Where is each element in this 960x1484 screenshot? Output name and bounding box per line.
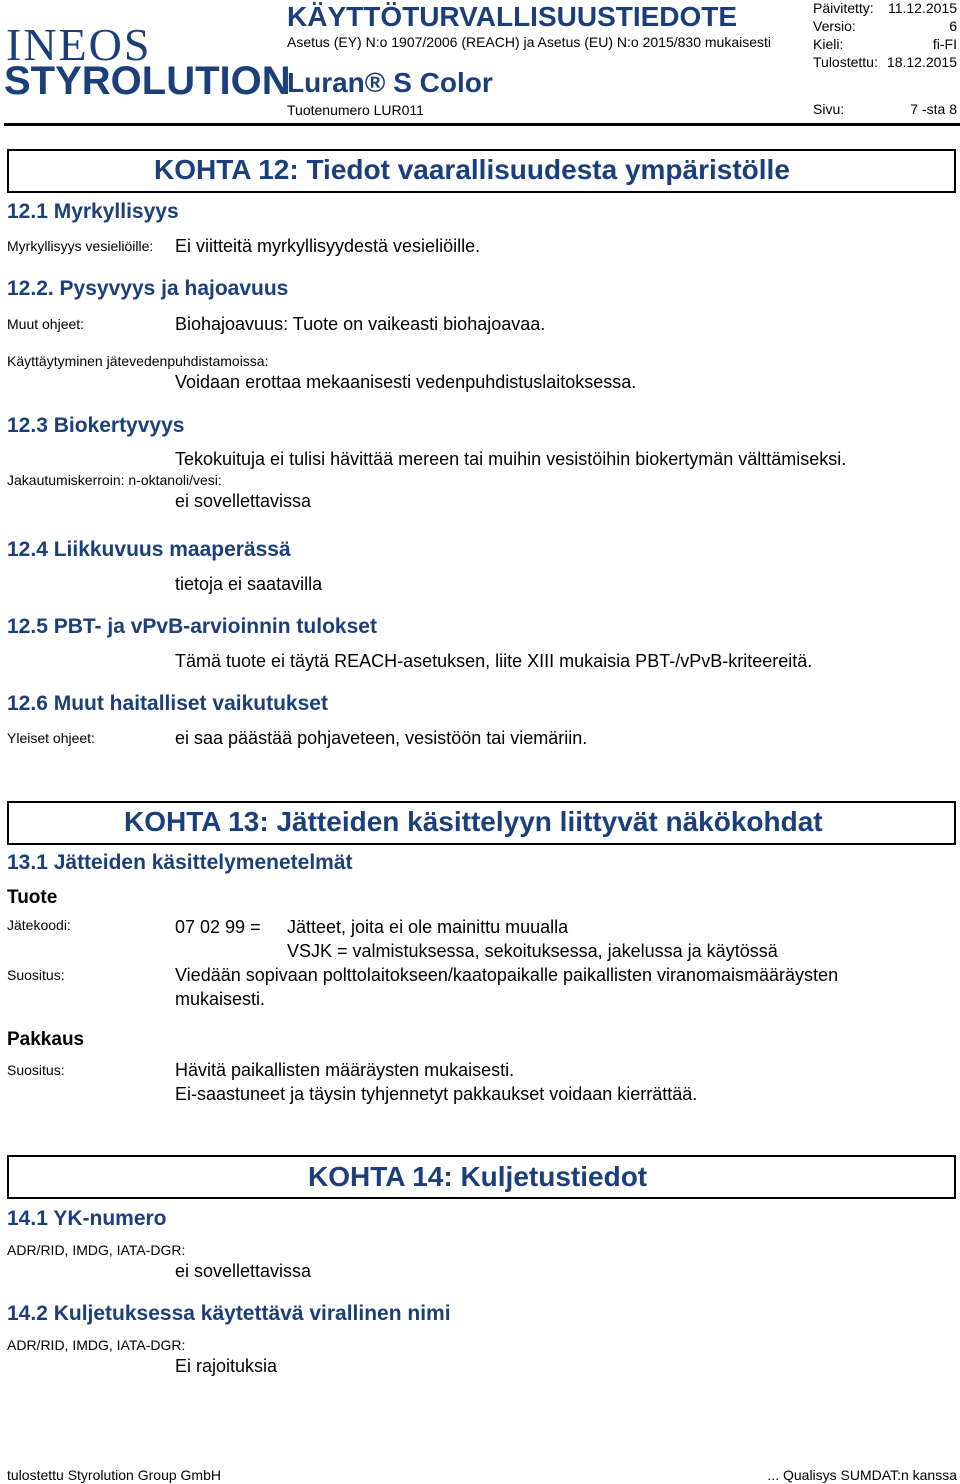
page-value: 7 -sta 8	[910, 101, 957, 117]
s12-2-heading: 12.2. Pysyvyys ja hajoavuus	[7, 277, 289, 300]
regulation-text: Asetus (EY) N:o 1907/2006 (REACH) ja Asetus (EU) N:o 2015/830 mukaisesti	[287, 34, 771, 50]
updated-value: 11.12.2015	[887, 0, 957, 16]
section-12-title: KOHTA 12: Tiedot vaarallisuudesta ympäristölle	[154, 154, 790, 185]
waste-code-label: Jätekoodi:	[7, 917, 71, 933]
page-label: Sivu:	[813, 101, 845, 117]
s12-3-label: Jakautumiskerroin: n-oktanoli/vesi:	[7, 472, 222, 488]
packaging-heading: Pakkaus	[7, 1029, 85, 1050]
s14-2-label: ADR/RID, IMDG, IATA-DGR:	[7, 1337, 186, 1353]
s14-1-value: ei sovellettavissa	[175, 1261, 312, 1281]
recommend-line1: Viedään sopivaan polttolaitokseen/kaatopaikalle paikallisten viranomaismääräysten	[175, 965, 839, 985]
s12-5-value: Tämä tuote ei täytä REACH-asetuksen, liite XIII mukaisia PBT-/vPvB-kriteereitä.	[175, 651, 813, 671]
s12-1-label: Myrkyllisyys vesieliöille:	[7, 238, 154, 254]
s14-2-value: Ei rajoituksia	[175, 1356, 278, 1376]
s12-3-value: Tekokuituja ei tulisi hävittää mereen tai muihin vesistöihin biokertymän välttämiseksi.	[175, 449, 847, 469]
recommend-label: Suositus:	[7, 967, 65, 983]
product-name: Luran® S Color	[287, 67, 493, 98]
waste-code-desc1: Jätteet, joita ei ole mainittu muualla	[287, 917, 569, 937]
s12-1-heading: 12.1 Myrkyllisyys	[7, 200, 179, 223]
printed-label: Tulostettu:	[813, 54, 878, 70]
section-13-title: KOHTA 13: Jätteiden käsittelyyn liittyvät näkökohdat	[124, 806, 823, 837]
product-heading: Tuote	[7, 887, 58, 908]
header-rule	[4, 123, 960, 126]
updated-label: Päivitetty:	[813, 0, 874, 16]
s12-2-value: Biohajoavuus: Tuote on vaikeasti biohajoavaa.	[175, 314, 546, 334]
pack-line2: Ei-saastuneet ja täysin tyhjennetyt pakkaukset voidaan kierrättää.	[175, 1084, 698, 1104]
document-title: KÄYTTÖTURVALLISUUSTIEDOTE	[287, 1, 738, 32]
logo-ineos: INEOS	[6, 19, 152, 70]
version-value: 6	[949, 18, 957, 34]
printed-value: 18.12.2015	[886, 54, 957, 70]
s12-3-heading: 12.3 Biokertyvyys	[7, 414, 185, 437]
s13-1-heading: 13.1 Jätteiden käsittelymenetelmät	[7, 851, 353, 874]
s12-4-value: tietoja ei saatavilla	[175, 574, 323, 594]
product-number: Tuotenumero LUR011	[287, 102, 424, 118]
s12-6-label: Yleiset ohjeet:	[7, 730, 95, 746]
s12-3-value2: ei sovellettavissa	[175, 491, 312, 511]
s12-6-heading: 12.6 Muut haitalliset vaikutukset	[7, 692, 328, 715]
language-value: fi-FI	[932, 36, 957, 52]
recommend-line2: mukaisesti.	[175, 989, 266, 1009]
footer-left: tulostettu Styrolution Group GmbH	[7, 1467, 221, 1483]
s12-2-label2: Käyttäytyminen jätevedenpuhdistamoissa:	[7, 353, 269, 369]
s12-1-value: Ei viitteitä myrkyllisyydestä vesieliöille.	[175, 236, 481, 256]
version-label: Versio:	[813, 18, 856, 34]
section-14-title: KOHTA 14: Kuljetustiedot	[308, 1161, 648, 1192]
s14-1-label: ADR/RID, IMDG, IATA-DGR:	[7, 1242, 186, 1258]
logo-styrolution: STYROLUTION	[4, 59, 291, 103]
s12-4-heading: 12.4 Liikkuvuus maaperässä	[7, 538, 291, 561]
footer-right: ... Qualisys SUMDAT:n kanssa	[767, 1467, 957, 1483]
s12-6-value: ei saa päästää pohjaveteen, vesistöön tai viemäriin.	[175, 728, 588, 748]
pack-recommend-label: Suositus:	[7, 1062, 65, 1078]
s12-5-heading: 12.5 PBT- ja vPvB-arvioinnin tulokset	[7, 615, 377, 638]
s12-2-value2: Voidaan erottaa mekaanisesti vedenpuhdistuslaitoksessa.	[175, 372, 637, 392]
s14-1-heading: 14.1 YK-numero	[7, 1207, 167, 1230]
s14-2-heading: 14.2 Kuljetuksessa käytettävä virallinen nimi	[7, 1302, 451, 1325]
s12-2-label: Muut ohjeet:	[7, 316, 85, 332]
waste-code-desc2: VSJK = valmistuksessa, sekoituksessa, jakelussa ja käytössä	[287, 941, 778, 961]
language-label: Kieli:	[813, 36, 844, 52]
waste-code: 07 02 99 =	[175, 917, 261, 937]
pack-line1: Hävitä paikallisten määräysten mukaisesti.	[175, 1060, 515, 1080]
